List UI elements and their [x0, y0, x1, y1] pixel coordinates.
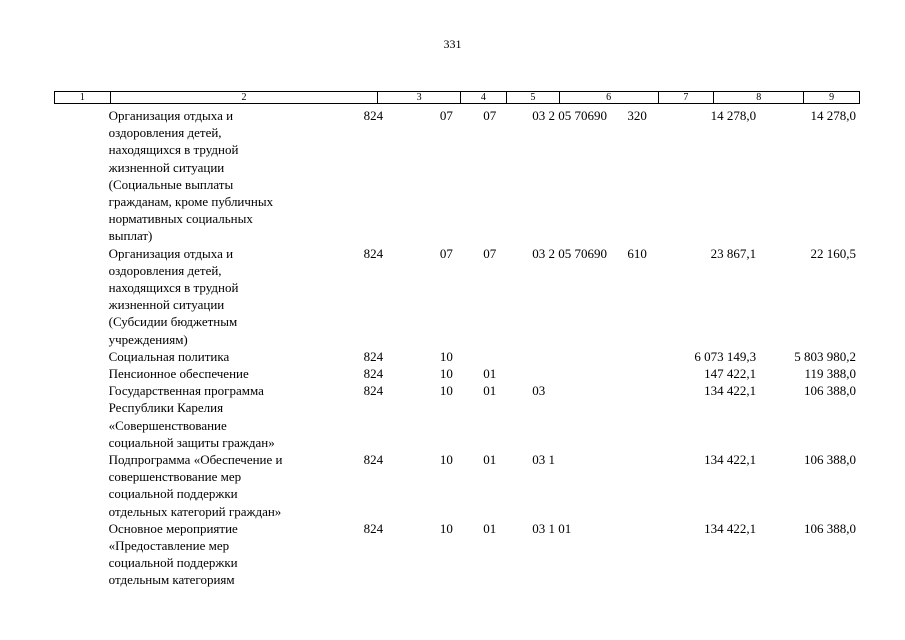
cell-name: [107, 245, 359, 348]
header-col-1: 1: [55, 92, 111, 103]
name-line: Социальная политика: [108, 348, 230, 364]
name-line: «Совершенствование: [108, 417, 227, 433]
header-col-4: 4: [461, 92, 507, 103]
cell-col-1: [54, 365, 107, 382]
cell-col-1: [54, 520, 107, 589]
cell-c9: 106 388,0: [804, 452, 857, 468]
cell-col-1: [54, 107, 107, 245]
name-line: жизненной ситуации: [108, 297, 225, 313]
name-line: Организация отдыха и: [108, 108, 234, 123]
cell-c3: 824: [363, 348, 384, 364]
name-line: Подпрограмма «Обеспечение и: [108, 452, 283, 468]
table-row: [54, 520, 860, 589]
cell-c7: [623, 451, 676, 520]
cell-c9: 14 278,0: [810, 108, 857, 123]
header-col-3: 3: [378, 92, 461, 103]
name-line: социальной поддержки: [108, 486, 238, 502]
name-line: «Предоставление мер: [108, 538, 230, 554]
cell-c3: 824: [363, 383, 384, 399]
name-line: Основное мероприятие: [108, 520, 238, 536]
table-header: [54, 91, 860, 104]
header-col-8: 8: [714, 92, 804, 103]
cell-c5: 01: [483, 366, 497, 382]
cell-c9: 22 160,5: [810, 245, 857, 261]
page-number: 331: [443, 37, 462, 51]
cell-col-1: [54, 451, 107, 520]
name-line: Государственная программа: [108, 383, 264, 399]
cell-c7: [623, 365, 676, 382]
cell-c3: 824: [363, 366, 384, 382]
cell-c4: 10: [439, 452, 453, 468]
cell-c9: 106 388,0: [804, 383, 857, 399]
cell-col-1: [54, 382, 107, 451]
name-line: социальной защиты граждан»: [108, 434, 275, 450]
name-line: выплат): [108, 228, 153, 244]
cell-c7: [623, 382, 676, 451]
header-col-7: 7: [659, 92, 715, 103]
cell-c4: 10: [439, 383, 453, 399]
cell-c6: 03 1: [532, 452, 555, 468]
name-line: Республики Карелия: [108, 400, 224, 416]
cell-c6: 03: [532, 383, 546, 399]
cell-c4: 10: [439, 520, 453, 536]
name-line: Пенсионное обеспечение: [108, 366, 249, 382]
cell-c3: 824: [363, 520, 384, 536]
cell-name: [107, 365, 359, 382]
table-row: [54, 365, 860, 382]
cell-name: [107, 107, 359, 245]
name-line: Организация отдыха и: [108, 245, 234, 261]
cell-c4: 10: [439, 348, 453, 364]
table-row: [54, 451, 860, 520]
cell-c8: 134 422,1: [704, 383, 757, 399]
table-body: [54, 107, 860, 589]
cell-c8: 134 422,1: [704, 520, 757, 536]
table-row: [54, 245, 860, 348]
cell-c9: 119 388,0: [804, 366, 857, 382]
name-line: оздоровления детей,: [108, 125, 222, 141]
name-line: гражданам, кроме публичных: [108, 194, 274, 210]
table-row: [54, 382, 860, 451]
cell-c5: 01: [483, 520, 497, 536]
cell-c4: 10: [439, 366, 453, 382]
header-col-5: 5: [507, 92, 560, 103]
name-line: находящихся в трудной: [108, 142, 239, 158]
cell-name: [107, 382, 359, 451]
cell-col-1: [54, 245, 107, 348]
name-line: отдельных категорий граждан»: [108, 503, 282, 519]
cell-c7: [623, 348, 676, 365]
cell-c8: 14 278,0: [710, 108, 757, 123]
name-line: оздоровления детей,: [108, 262, 222, 278]
cell-c6: 03 1 01: [532, 520, 572, 536]
name-line: находящихся в трудной: [108, 280, 239, 296]
name-line: учреждениям): [108, 331, 188, 347]
cell-c5: 01: [483, 383, 497, 399]
cell-c7: [623, 520, 676, 589]
cell-c6: 03 2 05 70690: [532, 245, 607, 261]
cell-c8: 23 867,1: [710, 245, 757, 261]
name-line: (Социальные выплаты: [108, 176, 234, 192]
cell-c7: 610: [627, 245, 647, 261]
header-col-9: 9: [829, 92, 835, 103]
cell-c4: 07: [439, 108, 453, 123]
cell-c8: 134 422,1: [704, 452, 757, 468]
cell-name: [107, 451, 359, 520]
cell-c9: 106 388,0: [804, 520, 857, 536]
cell-c7: 320: [627, 108, 647, 123]
cell-c5: 07: [483, 108, 497, 123]
cell-name: [107, 520, 359, 589]
cell-c6: 03 2 05 70690: [532, 108, 607, 123]
cell-c3: 824: [363, 108, 384, 123]
cell-c3: 824: [363, 452, 384, 468]
cell-c9: 5 803 980,2: [794, 348, 857, 364]
header-col-2: 2: [111, 92, 378, 103]
cell-c3: 824: [363, 245, 384, 261]
name-line: жизненной ситуации: [108, 159, 225, 175]
table-row: [54, 348, 860, 365]
table-row: [54, 107, 860, 245]
cell-c5: [480, 348, 530, 365]
name-line: социальной поддержки: [108, 555, 238, 571]
header-col-6: 6: [560, 92, 659, 103]
cell-c5: 07: [483, 245, 497, 261]
cell-c6: [530, 348, 623, 365]
name-line: (Субсидии бюджетным: [108, 314, 238, 330]
name-line: нормативных социальных: [108, 211, 253, 227]
cell-col-1: [54, 348, 107, 365]
cell-c8: 147 422,1: [704, 366, 757, 382]
cell-c8: 6 073 149,3: [694, 348, 757, 364]
cell-c6: [530, 365, 623, 382]
name-line: совершенствование мер: [108, 469, 242, 485]
name-line: отдельным категориям: [108, 572, 235, 588]
cell-name: [107, 348, 359, 365]
cell-c5: 01: [483, 452, 497, 468]
cell-c4: 07: [439, 245, 453, 261]
